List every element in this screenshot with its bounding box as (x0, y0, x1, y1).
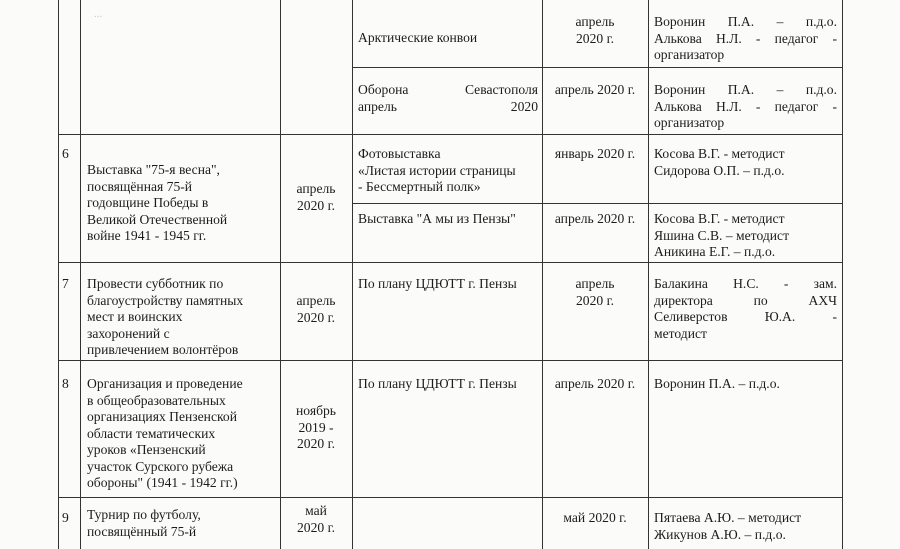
table-line (842, 0, 843, 549)
table-line (58, 134, 842, 135)
table-line (58, 360, 842, 361)
table-line (58, 497, 842, 498)
table-line (352, 67, 842, 68)
table-line (352, 203, 842, 204)
table-line (542, 0, 543, 549)
event-date: апрель 2020 г. (554, 211, 636, 226)
responsible: Воронин П.А. – п.д.о. Алькова Н.Л. - педагог - организатор (654, 82, 837, 130)
table-line (352, 0, 353, 549)
event-form: Фотовыставка «Листая истории страницы - Бессмертный полк» (358, 146, 516, 194)
event-period: ноябрь 2019 - 2020 г. (296, 403, 336, 451)
table-line (58, 0, 59, 549)
event-title: Организация и проведение в общеобразовательных организациях Пензенской области тематических уроков «Пензенский участок Сурского рубежа обороны" (1941 - 1942 гг.) (87, 376, 243, 490)
event-title: Выставка "75-я весна", посвящённая 75-й годовщине Победы в Великой Отечественной войне 1941 - 1945 гг. (87, 162, 228, 243)
responsible: Балакина Н.С. - зам. директора по АХЧ Селиверстов Ю.А. - методист (654, 276, 837, 341)
event-period: апрель 2020 г. (296, 181, 336, 213)
table-line (80, 0, 81, 549)
event-date: январь 2020 г. (554, 146, 636, 161)
event-date: апрель 2020 г. (554, 376, 636, 391)
table-line (280, 0, 281, 549)
event-title: Провести субботник по благоустройству памятных мест и воинских захоронений с привлечением волонтёров (87, 276, 244, 357)
row-number: 8 (62, 376, 69, 391)
row-number: 7 (62, 276, 69, 291)
responsible: Косова В.Г. - методист Сидорова О.П. – п.д.о. (654, 146, 785, 178)
event-form: Выставка "А мы из Пензы" (358, 211, 516, 226)
event-form: По плану ЦДЮТТ г. Пензы (358, 276, 517, 291)
event-period: апрель 2020 г. (296, 293, 336, 325)
responsible: Воронин П.А. – п.д.о. (654, 376, 780, 391)
event-date: май 2020 г. (563, 510, 627, 525)
event-date: апрель 2020 г. (575, 14, 615, 46)
table-line (648, 0, 649, 549)
row-number: 9 (62, 510, 69, 525)
bleed-through-text: ... (94, 8, 103, 20)
event-form: По плану ЦДЮТТ г. Пензы (358, 376, 517, 391)
row-number: 6 (62, 146, 69, 161)
event-date: апрель 2020 г. (554, 82, 636, 97)
responsible: Косова В.Г. - методист Яшина С.В. – методист Аникина Е.Г. – п.д.о. (654, 211, 790, 259)
event-form: Оборона Севастополя апрель 2020 (358, 82, 538, 114)
event-date: апрель 2020 г. (575, 276, 615, 308)
table-line (58, 262, 842, 263)
responsible: Пятаева А.Ю. – методист Жикунов А.Ю. – п.д.о. (654, 510, 802, 542)
event-period: май 2020 г. (296, 503, 336, 535)
responsible: Воронин П.А. – п.д.о. Алькова Н.Л. - педагог - организатор (654, 14, 837, 62)
event-title: Турнир по футболу, посвящённый 75-й (87, 507, 201, 539)
event-form: Арктические конвои (358, 30, 478, 45)
